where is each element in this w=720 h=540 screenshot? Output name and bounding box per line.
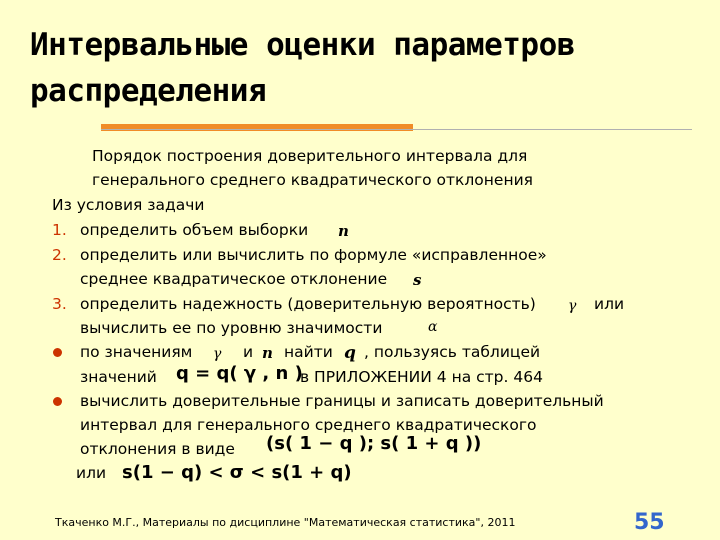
- item-1-number: 1.: [52, 221, 67, 239]
- title-divider: [101, 129, 692, 130]
- inequality-formula: s(1 − q) < σ < s(1 + q): [122, 462, 352, 483]
- item-3-text-after: или: [594, 295, 625, 313]
- bullet-1-part-3: найти: [284, 343, 333, 361]
- item-3-text-line-2: вычислить ее по уровню значимости: [80, 319, 383, 337]
- bullet-2-line-1: вычислить доверительные границы и записать доверительный: [80, 392, 604, 410]
- bullet-2-line-3: отклонения в виде: [80, 440, 235, 458]
- item-2-text: определить или вычислить по формуле «исправленное»: [80, 246, 547, 264]
- footer-citation: Ткаченко М.Г., Материалы по дисциплине "Математическая статистика", 2011: [55, 516, 516, 529]
- heading-line-1: Порядок построения доверительного интервала для: [92, 147, 528, 165]
- page-number: 55: [634, 510, 665, 535]
- bullet-1-part-4: , пользуясь таблицей: [364, 343, 541, 361]
- math-s-symbol: s: [413, 271, 422, 289]
- math-n-symbol-2: n: [262, 344, 273, 362]
- math-q-symbol: q: [344, 343, 356, 363]
- bullet-1-part-2: и: [243, 343, 254, 361]
- item-2-text-line-2: среднее квадратическое отклонение: [80, 270, 388, 288]
- bullet-marker-2: [53, 397, 62, 406]
- bullet-1-part-1: по значениям: [80, 343, 193, 361]
- math-gamma-symbol-2: γ: [213, 346, 222, 362]
- q-formula: q = q( γ , n ): [176, 363, 303, 384]
- title-line-2: распределения: [30, 73, 267, 109]
- interval-formula: (s( 1 − q ); s( 1 + q )): [266, 433, 482, 454]
- item-3-number: 3.: [52, 295, 67, 313]
- bullet-marker-1: [53, 348, 62, 357]
- math-gamma-symbol: γ: [568, 298, 577, 314]
- bullet-1-line-2-pre: значений: [80, 368, 157, 386]
- math-n-symbol: n: [338, 222, 349, 240]
- intro-text: Из условия задачи: [52, 196, 205, 214]
- title-line-1: Интервальные оценки параметров: [30, 27, 575, 63]
- bullet-2-line-2: интервал для генерального среднего квадратического: [80, 416, 537, 434]
- or-label: или: [76, 464, 107, 482]
- slide-title: [30, 22, 670, 114]
- item-2-number: 2.: [52, 246, 67, 264]
- heading-line-2: генерального среднего квадратического отклонения: [92, 171, 533, 189]
- item-3-text: определить надежность (доверительную вероятность): [80, 295, 536, 313]
- item-1-text: определить объем выборки: [80, 221, 309, 239]
- math-alpha-symbol: α: [428, 319, 438, 335]
- bullet-1-line-2-post: в ПРИЛОЖЕНИИ 4 на стр. 464: [300, 368, 543, 386]
